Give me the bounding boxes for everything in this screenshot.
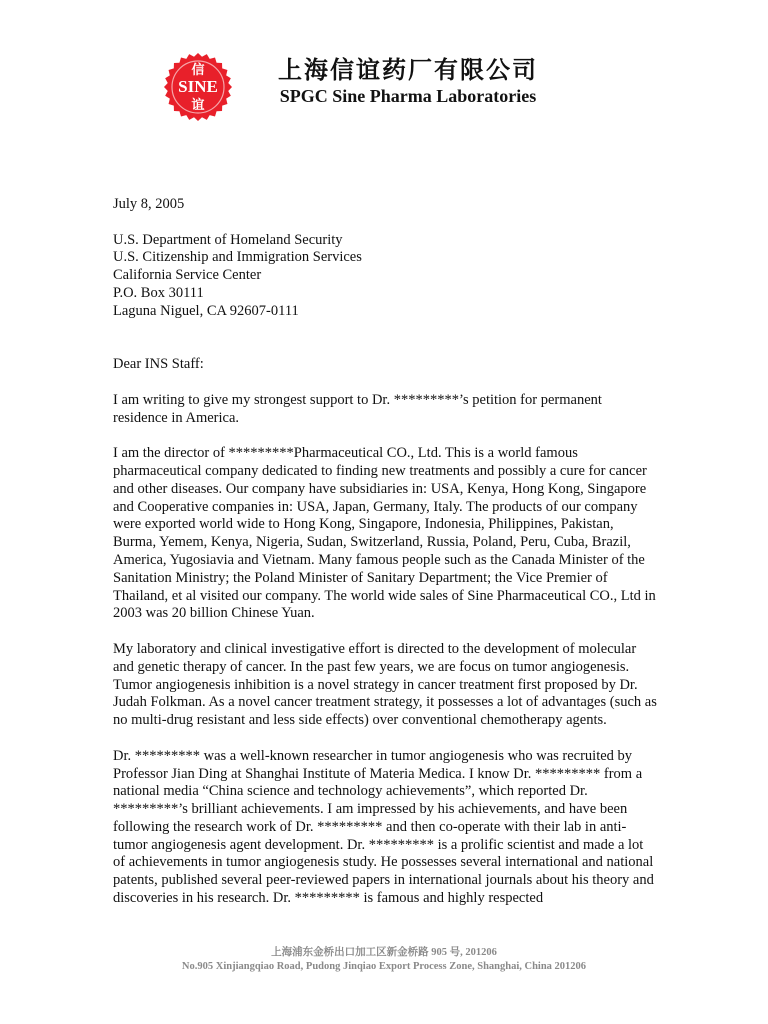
address-line: Laguna Niguel, CA 92607-0111 xyxy=(113,302,299,319)
paragraph-1: I am writing to give my strongest support to Dr. *********’s petition for permanent residence in America. xyxy=(113,391,602,426)
footer-address-english: No.905 Xinjiangqiao Road, Pudong Jinqiao Export Process Zone, Shanghai, China 201206 xyxy=(181,961,587,972)
page-footer xyxy=(0,946,768,974)
address-line: P.O. Box 30111 xyxy=(113,284,204,301)
company-name-english: SPGC Sine Pharma Laboratories xyxy=(279,86,537,106)
address-line: U.S. Citizenship and Immigration Services xyxy=(113,249,362,266)
company-logo xyxy=(163,52,233,122)
letter-body xyxy=(113,196,658,908)
footer-address-chinese: 上海浦东金桥出口加工区新金桥路 905 号, 201206 xyxy=(271,947,497,958)
logo-bottom-char: 谊 xyxy=(191,98,205,113)
address-line: U.S. Department of Homeland Security xyxy=(113,231,343,248)
address-line: California Service Center xyxy=(113,267,262,284)
salutation: Dear INS Staff: xyxy=(113,356,204,373)
logo-top-char: 信 xyxy=(191,63,205,78)
company-name-chinese: 上海信谊药厂有限公司 xyxy=(278,58,538,84)
paragraph-4: Dr. ********* was a well-known researcher in tumor angiogenesis who was recruited by Professor Jian Ding at Shanghai Institute of Materia Medica. I know Dr. ********* from a national media “China science and technology achievements”, which reported Dr. *********’s brilliant achievements. I am impressed by his achievements, and have been following the research work of Dr. ********* and then co-operate with their lab in anti-tumor angiogenesis agent development. Dr. ********* is a prolific scientist and made a lot of achievements in tumor angiogenesis study. He possesses several international and national patents, published several peer-reviewed papers in international journals about his theory and discoveries in his research. Dr. ********* is famous and highly respected xyxy=(113,747,654,907)
letter-date: July 8, 2005 xyxy=(113,196,185,212)
paragraph-2: I am the director of *********Pharmaceutical CO., Ltd. This is a world famous pharmaceutical company dedicated to finding new treatments and possibly a cure for cancer and other diseases. Our company have subsidiaries in: USA, Kenya, Hong Kong, Singapore and Cooperative companies in: USA, Japan, Germany, Italy. The products of our company were exported world wide to Hong Kong, Singapore, Indonesia, Philippines, Pakistan, Burma, Yemem, Kenya, Nigeria, Sudan, Switzerland, Russia, Poland, Peru, Cuba, Brazil, America, Yugosiavia and Vietnam. Many famous people such as the Canada Minister of the Sanitation Ministry; the Poland Minister of Sanitary Department; the Vice Premier of Thailand, et al visited our company. The world wide sales of Sine Pharmaceutical CO., Ltd in 2003 was 20 billion Chinese Yuan. xyxy=(113,445,656,622)
paragraph-3: My laboratory and clinical investigative effort is directed to the development of molecular and genetic therapy of cancer. In the past few years, we are focus on tumor angiogenesis. Tumor angiogenesis inhibition is a novel strategy in cancer treatment first proposed by Dr. Judah Folkman. As a novel cancer treatment strategy, it possesses a lot of advantages (such as no multi-drug resistant and less side effects) over conventional chemotherapy agents. xyxy=(113,640,657,729)
recipient-address xyxy=(113,232,658,321)
logo-sine-text: SINE xyxy=(178,77,218,96)
